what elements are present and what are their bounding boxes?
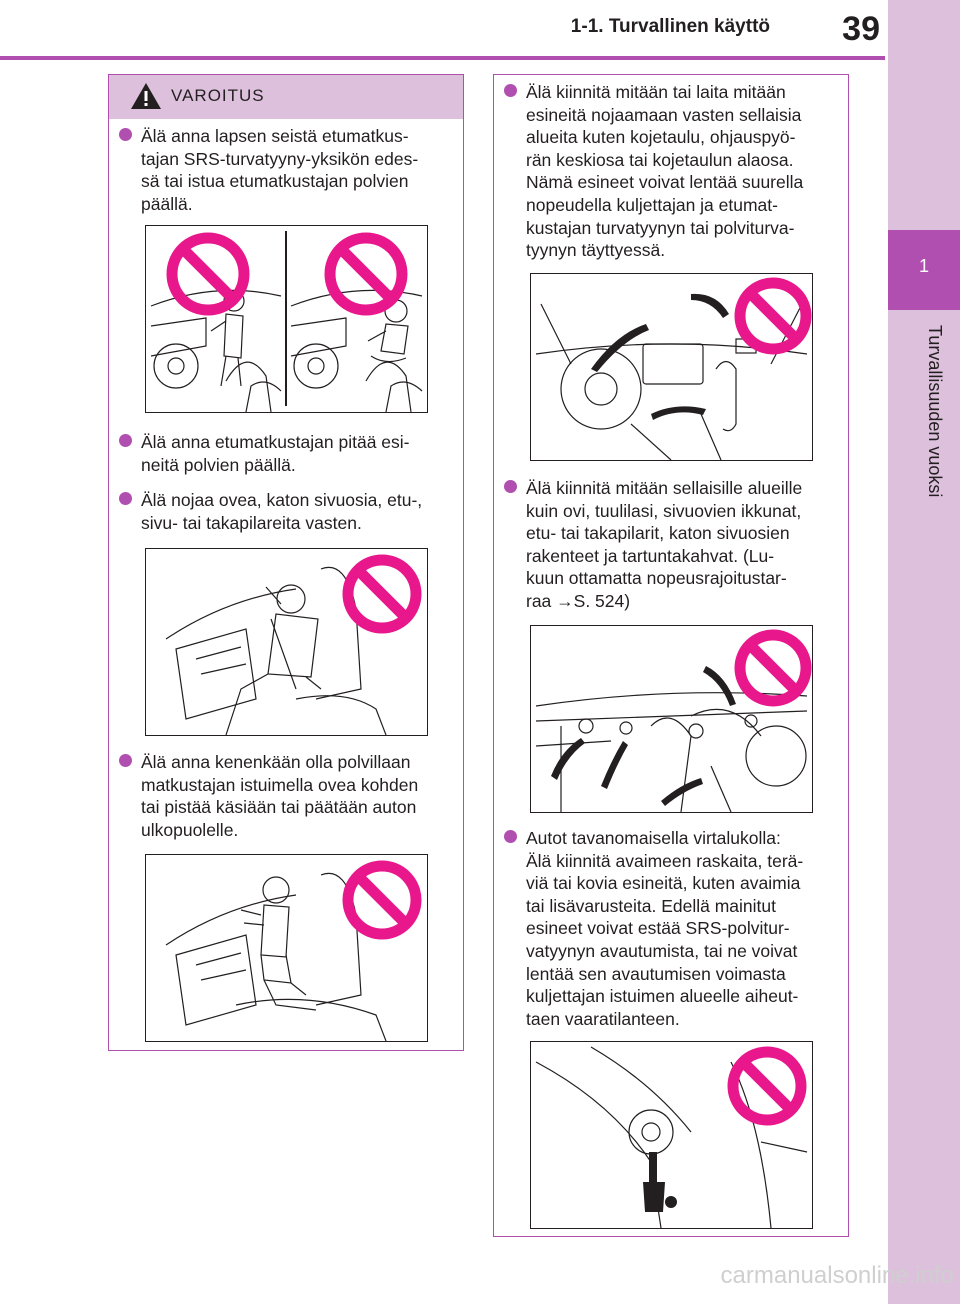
figure-objects-on-pillars [530, 625, 813, 813]
list-item: Älä anna etumatkustajan pitää esi- neitä polvien päällä. [119, 431, 459, 476]
list-item: Autot tavanomaisella virtalukolla: Älä kiinnitä avaimeen raskaita, terä- viä tai kovia esineitä, kuten avaimia tai lisävarusteita. Edellä mainitut esineet voivat estää SRS-polvitur- vatyynyn avautumista, tai ne voivat lentää sen avautumisen voimasta kuljettajan istuimen alueelle aiheut- taen vaaratilanteen. [504, 827, 844, 1030]
bullet [119, 492, 132, 505]
side-tab [888, 0, 960, 1304]
list-item: Älä anna kenenkään olla polvillaan matkustajan istuimella ovea kohden tai pistää käsiään tai päätään auton ulkopuolelle. [119, 751, 459, 841]
figure-kneeling-on-seat [145, 854, 428, 1042]
figure-leaning-on-door [145, 548, 428, 736]
warning-header [109, 75, 463, 119]
list-item: Älä kiinnitä mitään sellaisille alueille kuin ovi, tuulilasi, sivuovien ikkunat, etu- tai takapilarit, katon sivuosien rakenteet ja tartuntakahvat. (Lu- kuun ottamatta nopeusrajoitustar- raa →S. 524) [504, 477, 844, 613]
prohibition-icon [330, 238, 402, 310]
prohibition-icon [740, 635, 806, 701]
bullet [119, 754, 132, 767]
figure-objects-on-dashboard [530, 273, 813, 461]
warning-triangle-icon [129, 81, 163, 116]
figure-objects-on-key [530, 1041, 813, 1229]
warning-box-left [108, 74, 464, 1051]
list-item: Älä nojaa ovea, katon sivuosia, etu-, sivu- tai takapilareita vasten. [119, 489, 459, 534]
chapter-number: 1 [918, 256, 929, 276]
prohibition-icon [348, 560, 416, 628]
list-item: Älä anna lapsen seistä etumatkus- tajan SRS-turvatyyny-yksikön edes- sä tai istua etumatkustajan polvien päällä. [119, 125, 459, 215]
warning-box-right [493, 74, 849, 1237]
bullet [119, 128, 132, 141]
bullet [119, 434, 132, 447]
page-number: 39 [842, 10, 880, 48]
list-item: Älä kiinnitä mitään tai laita mitään esineitä nojaamaan vasten sellaisia alueita kuten kojetaulu, ohjauspyö- rän keskiosa tai kojetaulun alaosa. Nämä esineet voivat lentää suurella nopeudella kuljettajan ja etumat- kustajan turvatyynyn tai polviturva- tyynyn täyttyessä. [504, 81, 844, 262]
bullet [504, 830, 517, 843]
section-title: 1-1. Turvallinen käyttö [570, 16, 770, 37]
figure-child-on-front-seat [145, 225, 428, 413]
watermark: carmanualsonline.info [720, 1262, 954, 1289]
prohibition-icon [733, 1052, 801, 1120]
prohibition-icon [172, 238, 244, 310]
warning-label: VAROITUS [171, 86, 265, 105]
bullet [504, 84, 517, 97]
prohibition-icon [348, 866, 416, 934]
chapter-title: Turvallisuuden vuoksi [925, 325, 945, 498]
bullet [504, 480, 517, 493]
header-rule [0, 56, 885, 60]
